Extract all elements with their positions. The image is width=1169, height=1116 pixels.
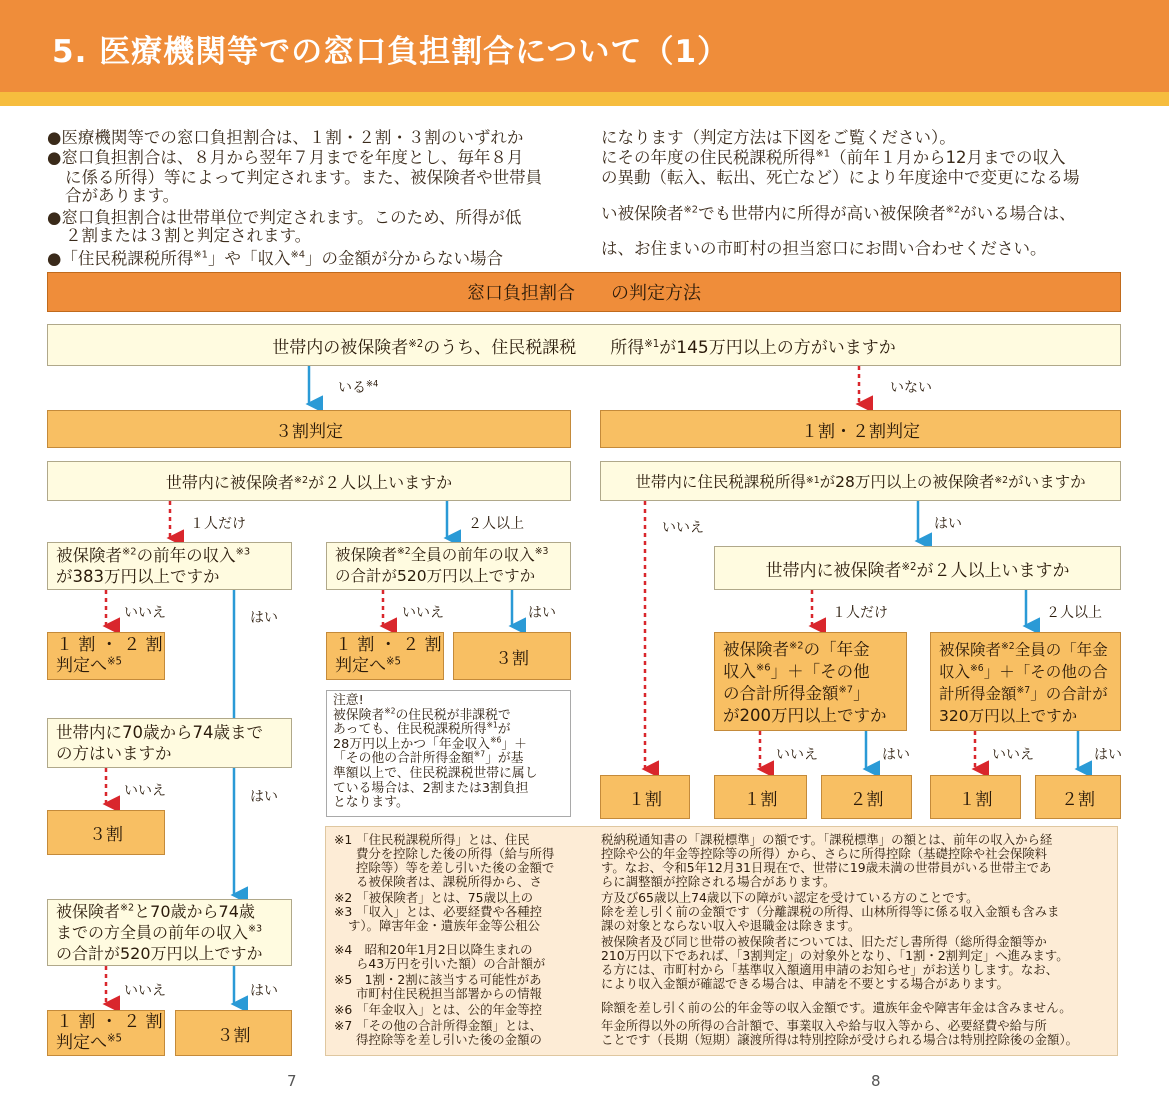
result-1wari: １割 [600,775,690,819]
result-3wari: ３割 [47,810,165,855]
question-320: 被保険者$^{※2}$全員の「年金 収入$^{※6}$」＋「その他の合 計所得金額$^{※7}$」の合計が 320万円以上ですか [930,632,1121,731]
intro-line: ●医療機関等での窓口負担割合は、１割・２割・３割のいずれか [47,128,524,147]
intro-line: は、お住まいの市町村の担当窓口にお問い合わせください。 [601,239,1047,258]
question-28: 世帯内に住民税課税所得 ※1 が28万円以上の被保険者 ※2 がいますか [600,461,1121,501]
result-3wari: ３割 [175,1010,292,1056]
question-200: 被保険者$^{※2}$の「年金 収入$^{※6}$」＋「その他 の合計所得金額$^{※7}$」 が200万円以上ですか [714,632,907,731]
label-iie: いいえ [124,983,166,999]
intro-line: ●「住民税課税所得$^{※1}$」や「収入$^{※4}$」の金額が分からない場合 [47,249,504,268]
result-to-12wari: １ 割 ・ ２ 割 判定へ$^{※5}$ [47,1010,165,1056]
result-to-12wari: １ 割 ・ ２ 割 判定へ$^{※5}$ [326,632,444,680]
intro-line: 合があります。 [65,186,180,205]
label-hai: はい [528,605,556,621]
result-1wari: １割 [714,775,807,819]
intro-line: にその年度の住民税課税所得$^{※1}$（前年１月から12月までの収入 [601,148,1066,167]
question-70: 世帯内に70歳から74歳まで の方はいますか [47,718,292,768]
label-hai: はい [250,789,278,805]
label-hai: はい [250,610,278,626]
intro-line: ●窓口負担割合は世帯単位で判定されます。このため、所得が低 [47,208,522,227]
section-banner: 窓口負担割合 の判定方法 [47,272,1121,312]
intro-line: になります（判定方法は下図をご覧ください）。 [601,128,956,147]
label-iie: いいえ [662,520,704,536]
intro-line: い被保険者$^{※2}$でも世帯内に所得が高い被保険者$^{※2}$がいる場合は、 [601,204,1076,223]
intro-line: ●窓口負担割合は、８月から翌年７月までを年度とし、毎年８月 [47,148,524,167]
intro-line: ２割または３割と判定されます。 [65,226,312,245]
question-2plus-left: 世帯内に被保険者 ※2 が２人以上いますか [47,461,571,501]
judge-3wari: ３割判定 [47,410,571,448]
page-number-right: 8 [871,1072,881,1090]
intro-line: の異動（転入、転出、死亡など）により年度途中で変更になる場 [601,168,1080,187]
result-2wari: ２割 [1035,775,1121,819]
page-number-left: 7 [287,1072,297,1090]
result-2wari: ２割 [821,775,912,819]
question-145: 世帯内の被保険者 ※2 のうち、住民税課税 所得 ※1 が145万円以上の方がいますか [47,324,1121,366]
result-1wari: １割 [930,775,1021,819]
question-383: 被保険者$^{※2}$の前年の収入$^{※3}$ が383万円以上ですか [47,542,292,590]
label-inai: いない [890,380,932,396]
label-1only: １人だけ [190,516,246,532]
label-2plus: ２人以上 [1046,605,1102,621]
label-iie: いいえ [402,605,444,621]
question-520: 被保険者$^{※2}$全員の前年の収入$^{※3}$ の合計が520万円以上ですか [326,542,571,590]
label-iie: いいえ [124,783,166,799]
question-70-sum: 被保険者$^{※2}$と70歳から74歳 までの方全員の前年の収入$^{※3}$ の合計が520万円以上ですか [47,899,292,966]
label-1only: １人だけ [832,605,888,621]
result-to-12wari: １ 割 ・ ２ 割 判定へ$^{※5}$ [47,632,165,680]
label-iie: いいえ [776,747,818,763]
label-hai: はい [1094,747,1122,763]
page-title: 5. 医療機関等での窓口負担割合について（1） [52,34,730,70]
label-hai: はい [882,747,910,763]
label-iie: いいえ [124,605,166,621]
label-hai: はい [250,983,278,999]
judge-12wari: １割・２割判定 [600,410,1121,448]
label-iie: いいえ [992,747,1034,763]
label-iru: いる$^{※4}$ [338,378,379,396]
note-box: 注意! 被保険者$^{※2}$の住民税が非課税で あっても、住民税課税所得$^{※1}$が 28万円以上かつ「年金収入$^{※6}$」＋ 「その他の合計所得金額$^{※7}$」が基 準額以上で、住民税課税世帯に属し ている場合は、2割または3割負担 となります。 [326,690,571,817]
label-2plus: ２人以上 [468,516,524,532]
result-3wari: ３割 [453,632,571,680]
intro-line: に係る所得）等によって判定されます。また、被保険者や世帯員 [65,168,543,187]
footnotes-box: ※1 「住民税課税所得」とは、住民 費分を控除した後の所得（給与所得 控除等）等を差し引いた後の金額で る被保険者は、課税所得から、さ ※2 「被保険者」とは、75歳以上の ※3 「収入」とは、必要経費や各種控 す）。障害年金・遺族年金等公租公 ※4 昭和20年1月2日以降生まれの ら43万円を引いた額）の合計額が ※5 1割・2割に該当する可能性があ 市町村住民税担当部署からの情報 ※6 「年金収入」とは、公的年金等控 ※7 「その他の合計所得金額」とは、 得控除等を差し引いた後の金額の 税納税通知書の「課税標準」の額です。「課税標準」の額とは、前年の収入から経 控除や公的年金等控除等の所得）から、さらに所得控除（基礎控除や社会保険料 す。なお、令和5年12月31日現在で、世帯に19歳未満の世帯員がいる世帯主であ らに調整額が控除される場合があります。 方及び65歳以上74歳以下の障がい認定を受けている方のことです。 除を差し引く前の金額です（分離課税の所得、山林所得等に係る収入金額も含みま 課の対象とならない収入や退職金は除きます。 被保険者及び同じ世帯の被保険者については、旧ただし書所得（総所得金額等か 210万円以下であれば、「3割判定」の対象外となり、「1割・2割判定」へ進みます。 る方には、市町村から「基準収入額適用申請のお知らせ」がお送りします。なお、 により収入金額が確認できる場合は、申請を不要とする場合があります。 除額を差し引く前の公的年金等の収入金額です。遺族年金や障害年金は含みません。 年金所得以外の所得の合計額で、事業収入や給与収入等から、必要経費や給与所 ことです（長期（短期）譲渡所得は特別控除が受けられる場合は特別控除後の金額）。 [325,826,1118,1056]
label-hai: はい [934,516,962,532]
question-2plus-right: 世帯内に被保険者 ※2 が２人以上いますか [714,546,1121,590]
